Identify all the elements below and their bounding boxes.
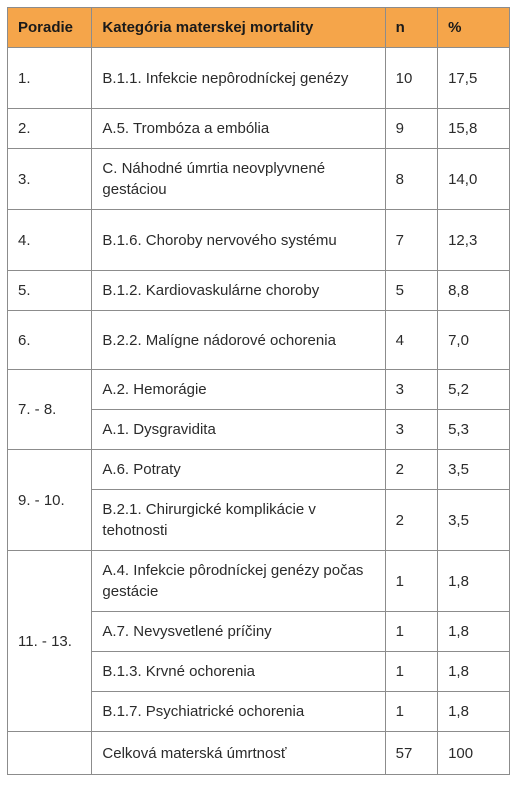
percent-cell: 1,8 [438,612,510,652]
n-cell: 1 [385,692,437,732]
table-row [8,210,510,271]
n-cell: 3 [385,370,437,410]
percent-cell: 7,0 [438,311,510,370]
category-cell: A.6. Potraty [92,450,385,490]
table-row [8,551,510,612]
percent-cell: 100 [438,732,510,775]
percent-cell: 15,8 [438,109,510,149]
rank-cell [8,732,92,775]
rank-cell: 9. - 10. [8,450,92,551]
n-cell: 57 [385,732,437,775]
percent-cell: 3,5 [438,490,510,551]
n-cell: 5 [385,271,437,311]
percent-cell: 8,8 [438,271,510,311]
n-cell: 8 [385,149,437,210]
category-cell: B.1.6. Choroby nervového systému [92,210,385,271]
n-cell: 10 [385,48,437,109]
category-cell: B.1.7. Psychiatrické ochorenia [92,692,385,732]
n-cell: 2 [385,450,437,490]
category-cell: B.1.2. Kardiovaskulárne choroby [92,271,385,311]
category-cell: B.2.2. Malígne nádorové ochorenia [92,311,385,370]
table-row [8,450,510,490]
n-cell: 1 [385,652,437,692]
header-n: n [385,8,437,48]
percent-cell: 3,5 [438,450,510,490]
category-cell: C. Náhodné úmrtia neovplyvnené gestáciou [92,149,385,210]
category-cell: Celková materská úmrtnosť [92,732,385,775]
maternal-mortality-table [7,7,510,775]
n-cell: 4 [385,311,437,370]
category-cell: A.4. Infekcie pôrodníckej genézy počas gestácie [92,551,385,612]
rank-cell: 11. - 13. [8,551,92,732]
rank-cell: 1. [8,48,92,109]
rank-cell: 2. [8,109,92,149]
table-row [8,271,510,311]
rank-cell: 5. [8,271,92,311]
category-cell: A.2. Hemorágie [92,370,385,410]
category-cell: A.5. Trombóza a embólia [92,109,385,149]
rank-cell: 6. [8,311,92,370]
table-row [8,109,510,149]
n-cell: 3 [385,410,437,450]
percent-cell: 1,8 [438,692,510,732]
percent-cell: 5,3 [438,410,510,450]
header-percent: % [438,8,510,48]
rank-cell: 4. [8,210,92,271]
category-cell: A.1. Dysgravidita [92,410,385,450]
table-row-total [8,732,510,775]
n-cell: 7 [385,210,437,271]
category-cell: B.1.1. Infekcie nepôrodníckej genézy [92,48,385,109]
table-row [8,370,510,410]
n-cell: 1 [385,612,437,652]
table-row [8,149,510,210]
table-row [8,48,510,109]
rank-cell: 7. - 8. [8,370,92,450]
category-cell: B.1.3. Krvné ochorenia [92,652,385,692]
header-rank: Poradie [8,8,92,48]
percent-cell: 14,0 [438,149,510,210]
percent-cell: 17,5 [438,48,510,109]
n-cell: 1 [385,551,437,612]
n-cell: 9 [385,109,437,149]
header-category: Kategória materskej mortality [92,8,385,48]
percent-cell: 1,8 [438,652,510,692]
category-cell: A.7. Nevysvetlené príčiny [92,612,385,652]
rank-cell: 3. [8,149,92,210]
percent-cell: 12,3 [438,210,510,271]
n-cell: 2 [385,490,437,551]
percent-cell: 5,2 [438,370,510,410]
category-cell: B.2.1. Chirurgické komplikácie v tehotnosti [92,490,385,551]
table-row [8,311,510,370]
percent-cell: 1,8 [438,551,510,612]
table-header-row [8,8,510,48]
